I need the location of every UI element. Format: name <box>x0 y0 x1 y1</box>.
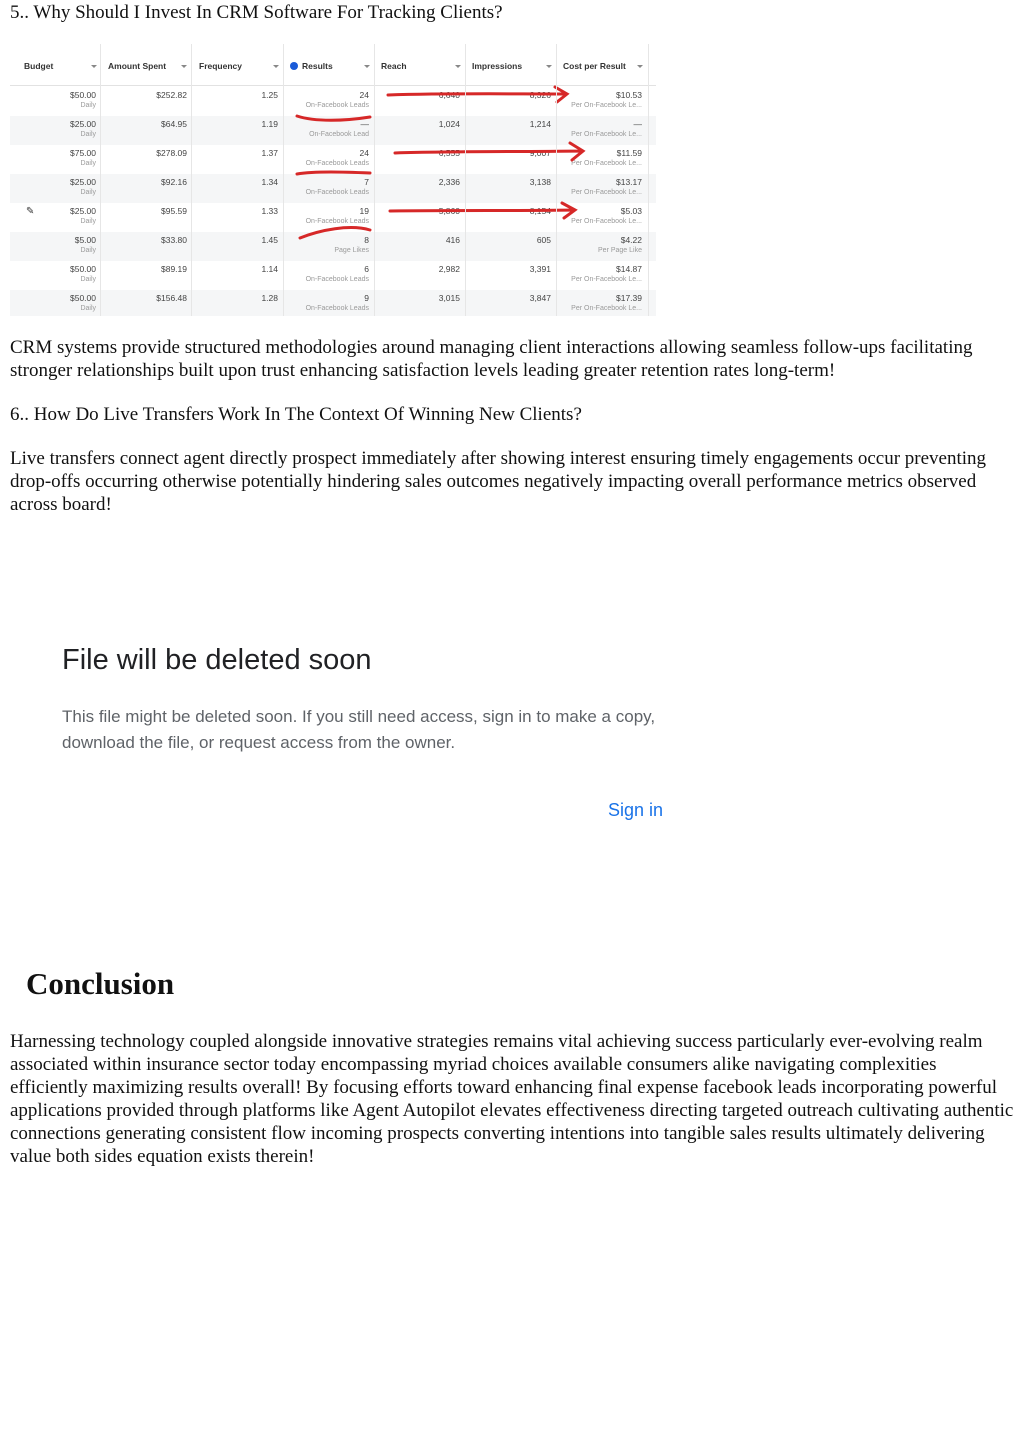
table-cell-sublabel: Per On-Facebook Le... <box>571 218 642 225</box>
column-header[interactable]: Results <box>302 61 333 71</box>
table-cell: 1,024 <box>438 119 460 129</box>
table-cell: $156.48 <box>156 293 187 303</box>
table-cell: $25.00 <box>70 119 96 129</box>
table-cell-sublabel: On-Facebook Leads <box>305 305 369 312</box>
table-cell-sublabel: Daily <box>80 160 96 167</box>
table-cell: $10.53 <box>616 90 642 100</box>
table-cell: 6,555 <box>438 148 460 158</box>
table-cell: 2,336 <box>438 177 460 187</box>
table-cell: $4.22 <box>620 235 642 245</box>
table-cell: 8 <box>364 235 369 245</box>
table-cell: — <box>360 119 369 129</box>
table-cell: $75.00 <box>70 148 96 158</box>
table-cell: 3,391 <box>529 264 551 274</box>
table-cell: 6 <box>364 264 369 274</box>
table-cell-sublabel: Per On-Facebook Le... <box>571 305 642 312</box>
table-cell: 7 <box>364 177 369 187</box>
table-cell: 605 <box>536 235 551 245</box>
table-cell: $11.59 <box>616 148 642 158</box>
table-cell: 19 <box>359 206 369 216</box>
table-cell-sublabel: On-Facebook Leads <box>305 189 369 196</box>
table-cell: $89.19 <box>161 264 187 274</box>
red-annotations <box>10 44 656 316</box>
table-cell-sublabel: Per On-Facebook Le... <box>571 131 642 138</box>
red-arrow-annotation <box>395 143 583 160</box>
table-cell: $278.09 <box>156 148 187 158</box>
column-divider <box>648 44 649 316</box>
table-cell-sublabel: Daily <box>80 305 96 312</box>
table-cell: $25.00 <box>70 177 96 187</box>
table-cell: 5,860 <box>438 206 460 216</box>
conclusion-heading: Conclusion <box>26 966 175 1001</box>
table-cell-sublabel: Daily <box>80 131 96 138</box>
column-header[interactable]: Reach <box>381 61 407 71</box>
table-cell: 416 <box>445 235 460 245</box>
table-cell: 1.28 <box>261 293 278 303</box>
notice-title: File will be deleted soon <box>62 644 372 676</box>
table-cell-sublabel: On-Facebook Leads <box>305 160 369 167</box>
table-cell: 2,982 <box>438 264 460 274</box>
column-divider <box>100 44 101 316</box>
conclusion-body: Harnessing technology coupled alongside innovative strategies remains vital achieving success particularly ever-evolving realm associated within insurance sector today encompassing myriad choices available consumers alike navigating complexities efficiently maximizing results overall! By focusing efforts toward enhancing final expense facebook leads incorporating powerful applications provided through platforms like Agent Autopilot elevates effectiveness directing targeted outreach cultivating authentic connections generating consistent flow incoming prospects converting intentions into tangible sales results ultimately delivering value both sides equation exists therein! <box>10 1031 1014 1167</box>
table-cell: 3,015 <box>438 293 460 303</box>
table-cell: $64.95 <box>161 119 187 129</box>
table-cell: $50.00 <box>70 90 96 100</box>
column-divider <box>556 44 557 316</box>
table-cell-sublabel: On-Facebook Lead <box>309 131 369 138</box>
table-cell: $252.82 <box>156 90 187 100</box>
table-cell: $50.00 <box>70 293 96 303</box>
table-cell: 1.33 <box>261 206 278 216</box>
table-cell: 1.45 <box>261 235 278 245</box>
table-cell: $5.00 <box>74 235 96 245</box>
table-cell-sublabel: Per On-Facebook Le... <box>571 189 642 196</box>
table-cell: $17.39 <box>616 293 642 303</box>
notice-body: This file might be deleted soon. If you still need access, sign in to make a copy, download the file, or request access from the owner. <box>62 707 656 752</box>
table-cell: $95.59 <box>161 206 187 216</box>
red-underline-annotation <box>300 228 370 238</box>
table-cell-sublabel: On-Facebook Leads <box>305 102 369 109</box>
ads-results-screenshot <box>10 44 656 316</box>
table-cell-sublabel: On-Facebook Leads <box>305 218 369 225</box>
table-cell-sublabel: Daily <box>80 276 96 283</box>
table-cell-sublabel: Per On-Facebook Le... <box>571 276 642 283</box>
column-header[interactable]: Budget <box>24 61 54 71</box>
table-cell: 3,847 <box>529 293 551 303</box>
sign-in-button[interactable]: Sign in <box>608 800 664 820</box>
table-cell: $33.80 <box>161 235 187 245</box>
table-cell-sublabel: Daily <box>80 189 96 196</box>
column-divider <box>465 44 466 316</box>
table-cell: $5.03 <box>620 206 642 216</box>
table-cell-sublabel: Daily <box>80 218 96 225</box>
red-arrow-annotation <box>388 87 567 102</box>
table-cell-sublabel: Per Page Like <box>598 247 642 254</box>
table-cell: 8,326 <box>529 90 551 100</box>
table-cell: 1.19 <box>261 119 278 129</box>
table-cell: 8,154 <box>529 206 551 216</box>
table-cell-sublabel: Per On-Facebook Le... <box>571 160 642 167</box>
faq-question-6: 6.. How Do Live Transfers Work In The Context Of Winning New Clients? <box>10 404 582 425</box>
table-cell: — <box>633 119 642 129</box>
column-header[interactable]: Impressions <box>472 61 523 71</box>
edit-pencil-icon[interactable]: ✎ <box>26 206 35 217</box>
table-cell: 1.37 <box>261 148 278 158</box>
faq-answer-6: Live transfers connect agent directly prospect immediately after showing interest ensuring timely engagements occur preventing drop-offs occurring otherwise potentially hindering sales outcomes negatively impacting overall performance metrics observed across board! <box>10 448 987 515</box>
red-underline-annotation <box>297 116 370 120</box>
table-cell: 1.34 <box>261 177 278 187</box>
table-cell: $13.17 <box>616 177 642 187</box>
table-cell-sublabel: Per On-Facebook Le... <box>571 102 642 109</box>
table-cell: 3,138 <box>529 177 551 187</box>
column-divider <box>283 44 284 316</box>
faq-answer-5: CRM systems provide structured methodologies around managing client interactions allowing seamless follow-ups facilitating stronger relationships built upon trust enhancing satisfaction levels leading greater retention rates long-term! <box>10 337 973 381</box>
table-cell-sublabel: Page Likes <box>334 247 369 254</box>
table-cell-sublabel: Daily <box>80 102 96 109</box>
table-cell-sublabel: Daily <box>80 247 96 254</box>
table-cell: 24 <box>359 148 369 158</box>
table-cell: $25.00 <box>70 206 96 216</box>
table-cell: 6,640 <box>438 90 460 100</box>
table-cell: 9,007 <box>529 148 551 158</box>
table-cell: 1,214 <box>529 119 551 129</box>
table-cell: 24 <box>359 90 369 100</box>
table-cell: $50.00 <box>70 264 96 274</box>
red-underline-annotation <box>297 172 370 174</box>
column-divider <box>374 44 375 316</box>
red-arrow-annotation <box>390 203 575 218</box>
table-cell: 1.14 <box>261 264 278 274</box>
column-header[interactable]: Amount Spent <box>108 61 167 71</box>
table-cell: 9 <box>364 293 369 303</box>
column-divider <box>191 44 192 316</box>
faq-question-5: 5.. Why Should I Invest In CRM Software For Tracking Clients? <box>10 2 503 23</box>
table-cell-sublabel: On-Facebook Leads <box>305 276 369 283</box>
table-cell: $92.16 <box>161 177 187 187</box>
column-header[interactable]: Cost per Result <box>563 61 626 71</box>
column-header[interactable]: Frequency <box>199 61 242 71</box>
table-cell: $14.87 <box>616 264 642 274</box>
table-cell: 1.25 <box>261 90 278 100</box>
